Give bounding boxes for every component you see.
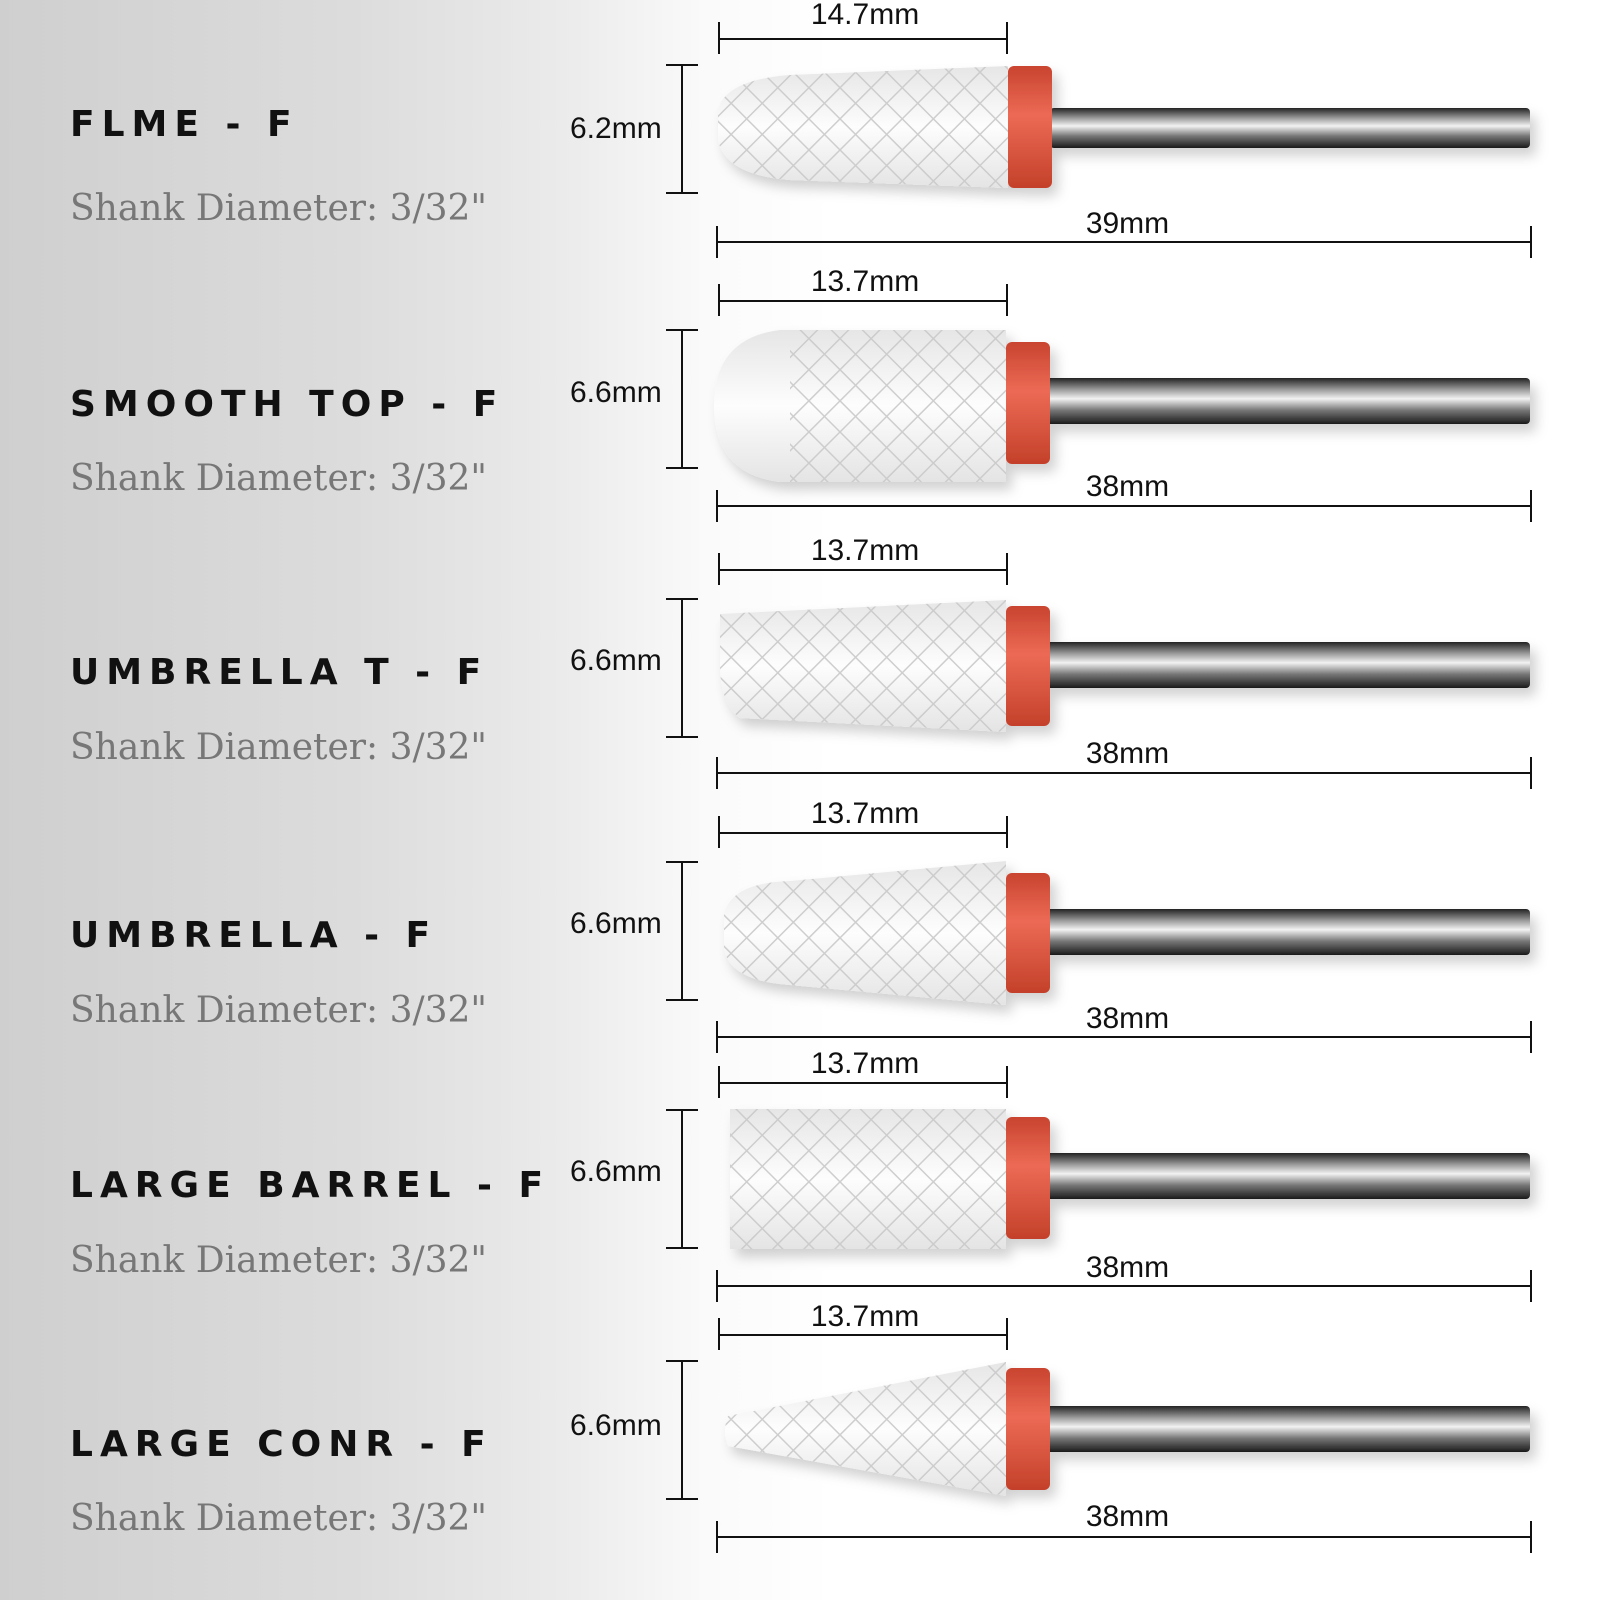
total-length-line <box>716 505 1532 507</box>
head-length-label: 14.7mm <box>810 0 920 31</box>
head-diameter-line <box>681 598 683 738</box>
total-length-tick-left <box>716 1270 718 1302</box>
head-diameter-label: 6.2mm <box>570 112 662 145</box>
head-diameter-tick-bottom <box>666 1498 698 1500</box>
head-diameter-label: 6.6mm <box>570 644 662 677</box>
total-length-label: 38mm <box>1085 737 1170 770</box>
head-length-label: 13.7mm <box>810 265 920 298</box>
head-diameter-label: 6.6mm <box>570 376 662 409</box>
head-diameter-tick-top <box>666 329 698 331</box>
head-diameter-line <box>681 329 683 469</box>
total-length-line <box>716 1285 1532 1287</box>
head-diameter-tick-bottom <box>666 192 698 194</box>
product-name: UMBRELLA T - F <box>70 652 489 693</box>
product-row-smooth-top <box>0 262 1600 524</box>
flame-bit-image <box>700 40 1540 220</box>
head-length-line <box>718 1082 1008 1084</box>
total-length-line <box>716 1536 1532 1538</box>
shank-diameter-label: Shank Diameter: 3/32" <box>70 990 487 1031</box>
head-length-label: 13.7mm <box>810 534 920 567</box>
product-name: SMOOTH TOP - F <box>70 384 505 425</box>
head-diameter-label: 6.6mm <box>570 907 662 940</box>
head-length-tick-left <box>718 284 720 316</box>
head-length-line <box>718 1334 1008 1336</box>
total-length-tick-left <box>716 1521 718 1553</box>
head-length-label: 13.7mm <box>810 797 920 830</box>
head-diameter-line <box>681 1360 683 1500</box>
head-length-tick-left <box>718 553 720 585</box>
product-row-large-cone <box>0 1300 1600 1562</box>
head-diameter-tick-top <box>666 598 698 600</box>
head-diameter-tick-bottom <box>666 736 698 738</box>
product-name: LARGE BARREL - F <box>70 1165 551 1206</box>
shank-diameter-label: Shank Diameter: 3/32" <box>70 458 487 499</box>
product-name: FLME - F <box>70 104 299 145</box>
product-row-flame <box>0 0 1600 262</box>
head-diameter-tick-top <box>666 64 698 66</box>
head-length-tick-left <box>718 1066 720 1098</box>
head-diameter-tick-bottom <box>666 999 698 1001</box>
head-length-tick-right <box>1006 284 1008 316</box>
head-diameter-line <box>681 861 683 1001</box>
head-length-tick-left <box>718 1318 720 1350</box>
total-length-label: 38mm <box>1085 1251 1170 1284</box>
head-length-label: 13.7mm <box>810 1047 920 1080</box>
shank-diameter-label: Shank Diameter: 3/32" <box>70 1240 487 1281</box>
shank-diameter-label: Shank Diameter: 3/32" <box>70 1498 487 1539</box>
head-length-tick-right <box>1006 1318 1008 1350</box>
head-diameter-line <box>681 1109 683 1249</box>
total-length-label: 38mm <box>1085 1002 1170 1035</box>
head-length-line <box>718 832 1008 834</box>
head-length-line <box>718 300 1008 302</box>
head-diameter-label: 6.6mm <box>570 1155 662 1188</box>
head-length-tick-right <box>1006 816 1008 848</box>
total-length-line <box>716 241 1532 243</box>
head-diameter-tick-bottom <box>666 467 698 469</box>
total-length-label: 39mm <box>1085 207 1170 240</box>
head-length-tick-right <box>1006 1066 1008 1098</box>
head-length-line <box>718 569 1008 571</box>
total-length-tick-left <box>716 490 718 522</box>
product-row-large-barrel <box>0 1047 1600 1309</box>
total-length-label: 38mm <box>1085 470 1170 503</box>
total-length-tick-left <box>716 226 718 258</box>
head-length-tick-right <box>1006 553 1008 585</box>
product-name: UMBRELLA - F <box>70 915 438 956</box>
head-diameter-tick-top <box>666 1109 698 1111</box>
shank-diameter-label: Shank Diameter: 3/32" <box>70 188 487 229</box>
head-diameter-tick-top <box>666 861 698 863</box>
head-diameter-line <box>681 64 683 194</box>
shank-diameter-label: Shank Diameter: 3/32" <box>70 727 487 768</box>
head-length-label: 13.7mm <box>810 1300 920 1333</box>
product-row-umbrella-t <box>0 532 1600 794</box>
total-length-line <box>716 1036 1532 1038</box>
total-length-tick-left <box>716 757 718 789</box>
product-name: LARGE CONR - F <box>70 1424 493 1465</box>
head-diameter-tick-top <box>666 1360 698 1362</box>
head-diameter-tick-bottom <box>666 1247 698 1249</box>
total-length-label: 38mm <box>1085 1500 1170 1533</box>
total-length-line <box>716 772 1532 774</box>
head-length-tick-left <box>718 816 720 848</box>
product-row-umbrella <box>0 797 1600 1059</box>
head-diameter-label: 6.6mm <box>570 1409 662 1442</box>
